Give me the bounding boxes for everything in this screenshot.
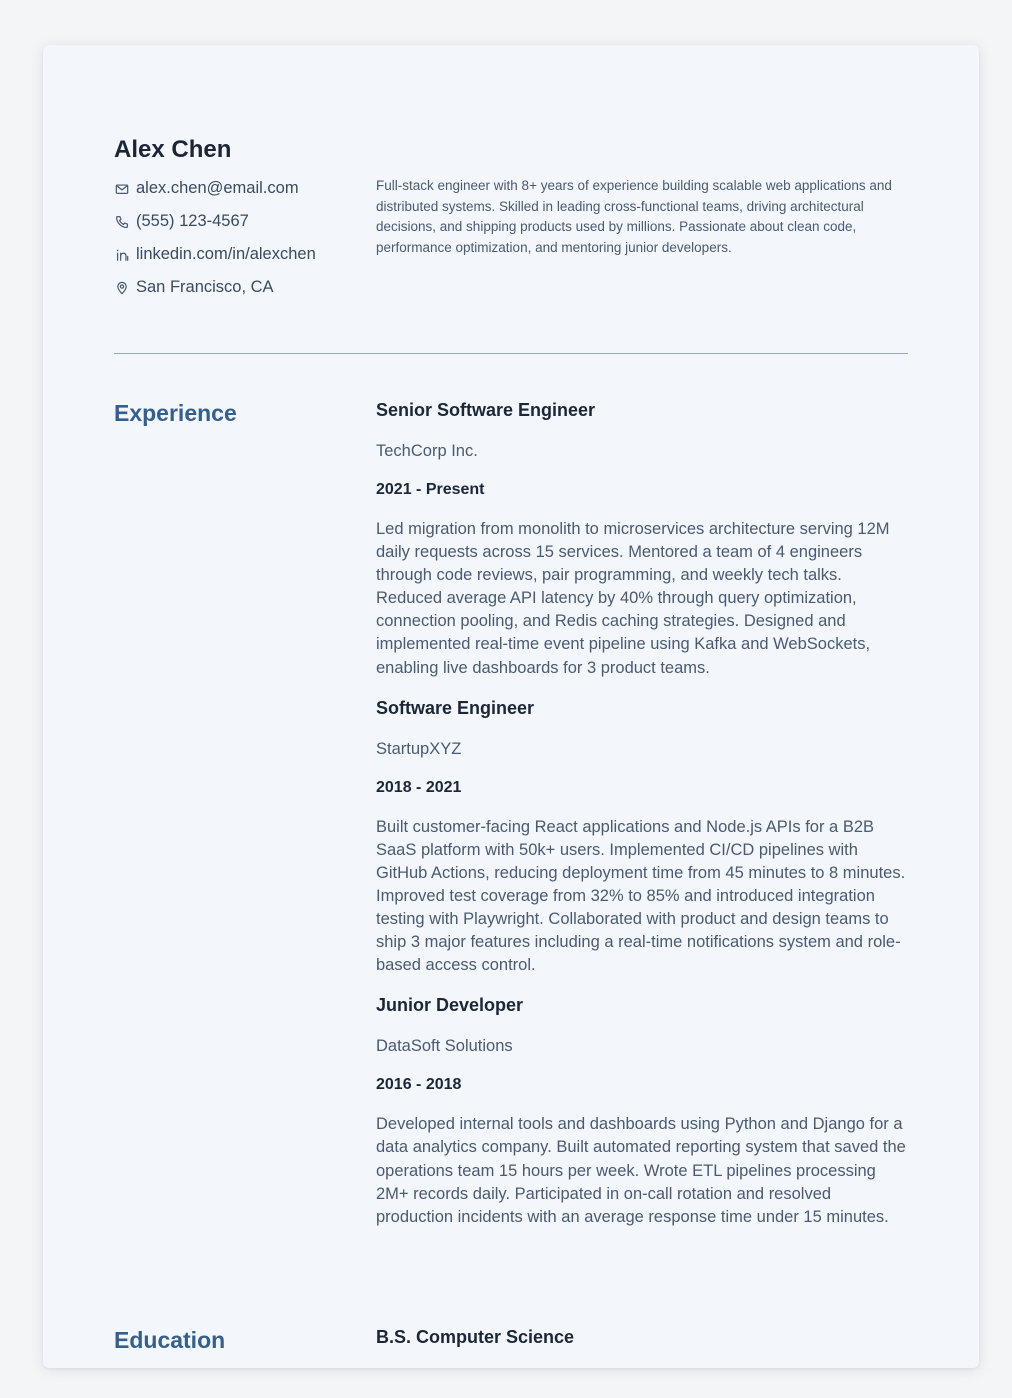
contact-email-text: alex.chen@email.com bbox=[136, 179, 299, 197]
job-entry bbox=[376, 696, 908, 978]
resume-content bbox=[114, 45, 908, 1368]
job-description: Led migration from monolith to microservices architecture serving 12M daily requests across 15 services. Mentored a team of 4 engineers through code reviews, pair programming, and weekly tech talks. Reduced average API latency by 40% through query optimization, connection pooling, and Redis caching strategies. Designed and implemented real-time event pipeline using Kafka and WebSockets, enabling live dashboards for 3 product teams. bbox=[376, 520, 890, 677]
experience-heading: Experience bbox=[114, 400, 237, 426]
job-company: TechCorp Inc. bbox=[376, 442, 478, 460]
job-title: Junior Developer bbox=[376, 995, 524, 1016]
job-description: Developed internal tools and dashboards using Python and Django for a data analytics company. Built automated reporting system that saved the operations team 15 hours per week. Wrote ETL pipelines processing 2M+ records daily. Participated in on-call rotation and resolved production incidents with an average response time under 15 minutes. bbox=[376, 1115, 906, 1226]
job-description: Built customer-facing React applications and Node.js APIs for a B2B SaaS platform with 50k+ users. Implemented CI/CD pipelines with GitHub Actions, reducing deployment time from 45 minutes to 8 minutes. Improved test coverage from 32% to 85% and introduced integration testing with Playwright. Collaborated with product and design teams to ship 3 major features including a real-time notifications system and role-based access control. bbox=[376, 817, 906, 975]
job-entry bbox=[376, 398, 908, 680]
job-dates: 2021 - Present bbox=[376, 481, 485, 498]
job-company: StartupXYZ bbox=[376, 739, 462, 758]
job-dates: 2018 - 2021 bbox=[376, 778, 462, 796]
contact-linkedin bbox=[114, 238, 364, 271]
experience-list bbox=[376, 398, 908, 1245]
contact-location bbox=[114, 271, 364, 304]
header-divider bbox=[114, 353, 908, 354]
identity-block bbox=[114, 134, 364, 304]
job-company: DataSoft Solutions bbox=[376, 1037, 513, 1056]
education-heading: Education bbox=[114, 1327, 226, 1353]
phone-icon bbox=[114, 214, 129, 229]
mail-icon bbox=[114, 181, 129, 196]
job-entry bbox=[376, 993, 908, 1228]
job-title: Software Engineer bbox=[376, 697, 535, 718]
profile-summary: Full-stack engineer with 8+ years of experience building scalable web applications and distributed systems. Skilled in leading cross-functional teams, driving architectural decisions, and shipping products used by millions. Passionate about clean code, performance optimization, and mentoring junior developers. bbox=[376, 178, 892, 255]
education-degree: B.S. Computer Science bbox=[376, 1327, 575, 1347]
contact-location-text: San Francisco, CA bbox=[136, 278, 274, 296]
linkedin-icon bbox=[114, 247, 129, 262]
contact-phone bbox=[114, 205, 364, 238]
contact-linkedin-text: linkedin.com/in/alexchen bbox=[136, 245, 316, 263]
contact-phone-text: (555) 123-4567 bbox=[136, 212, 249, 230]
resume-header bbox=[114, 134, 908, 354]
contact-email bbox=[114, 172, 364, 205]
resume-card bbox=[43, 45, 979, 1368]
candidate-name: Alex Chen bbox=[114, 136, 232, 163]
education-list bbox=[376, 1325, 908, 1349]
job-dates: 2016 - 2018 bbox=[376, 1076, 462, 1094]
job-title: Senior Software Engineer bbox=[376, 400, 596, 420]
location-pin-icon bbox=[114, 280, 129, 295]
